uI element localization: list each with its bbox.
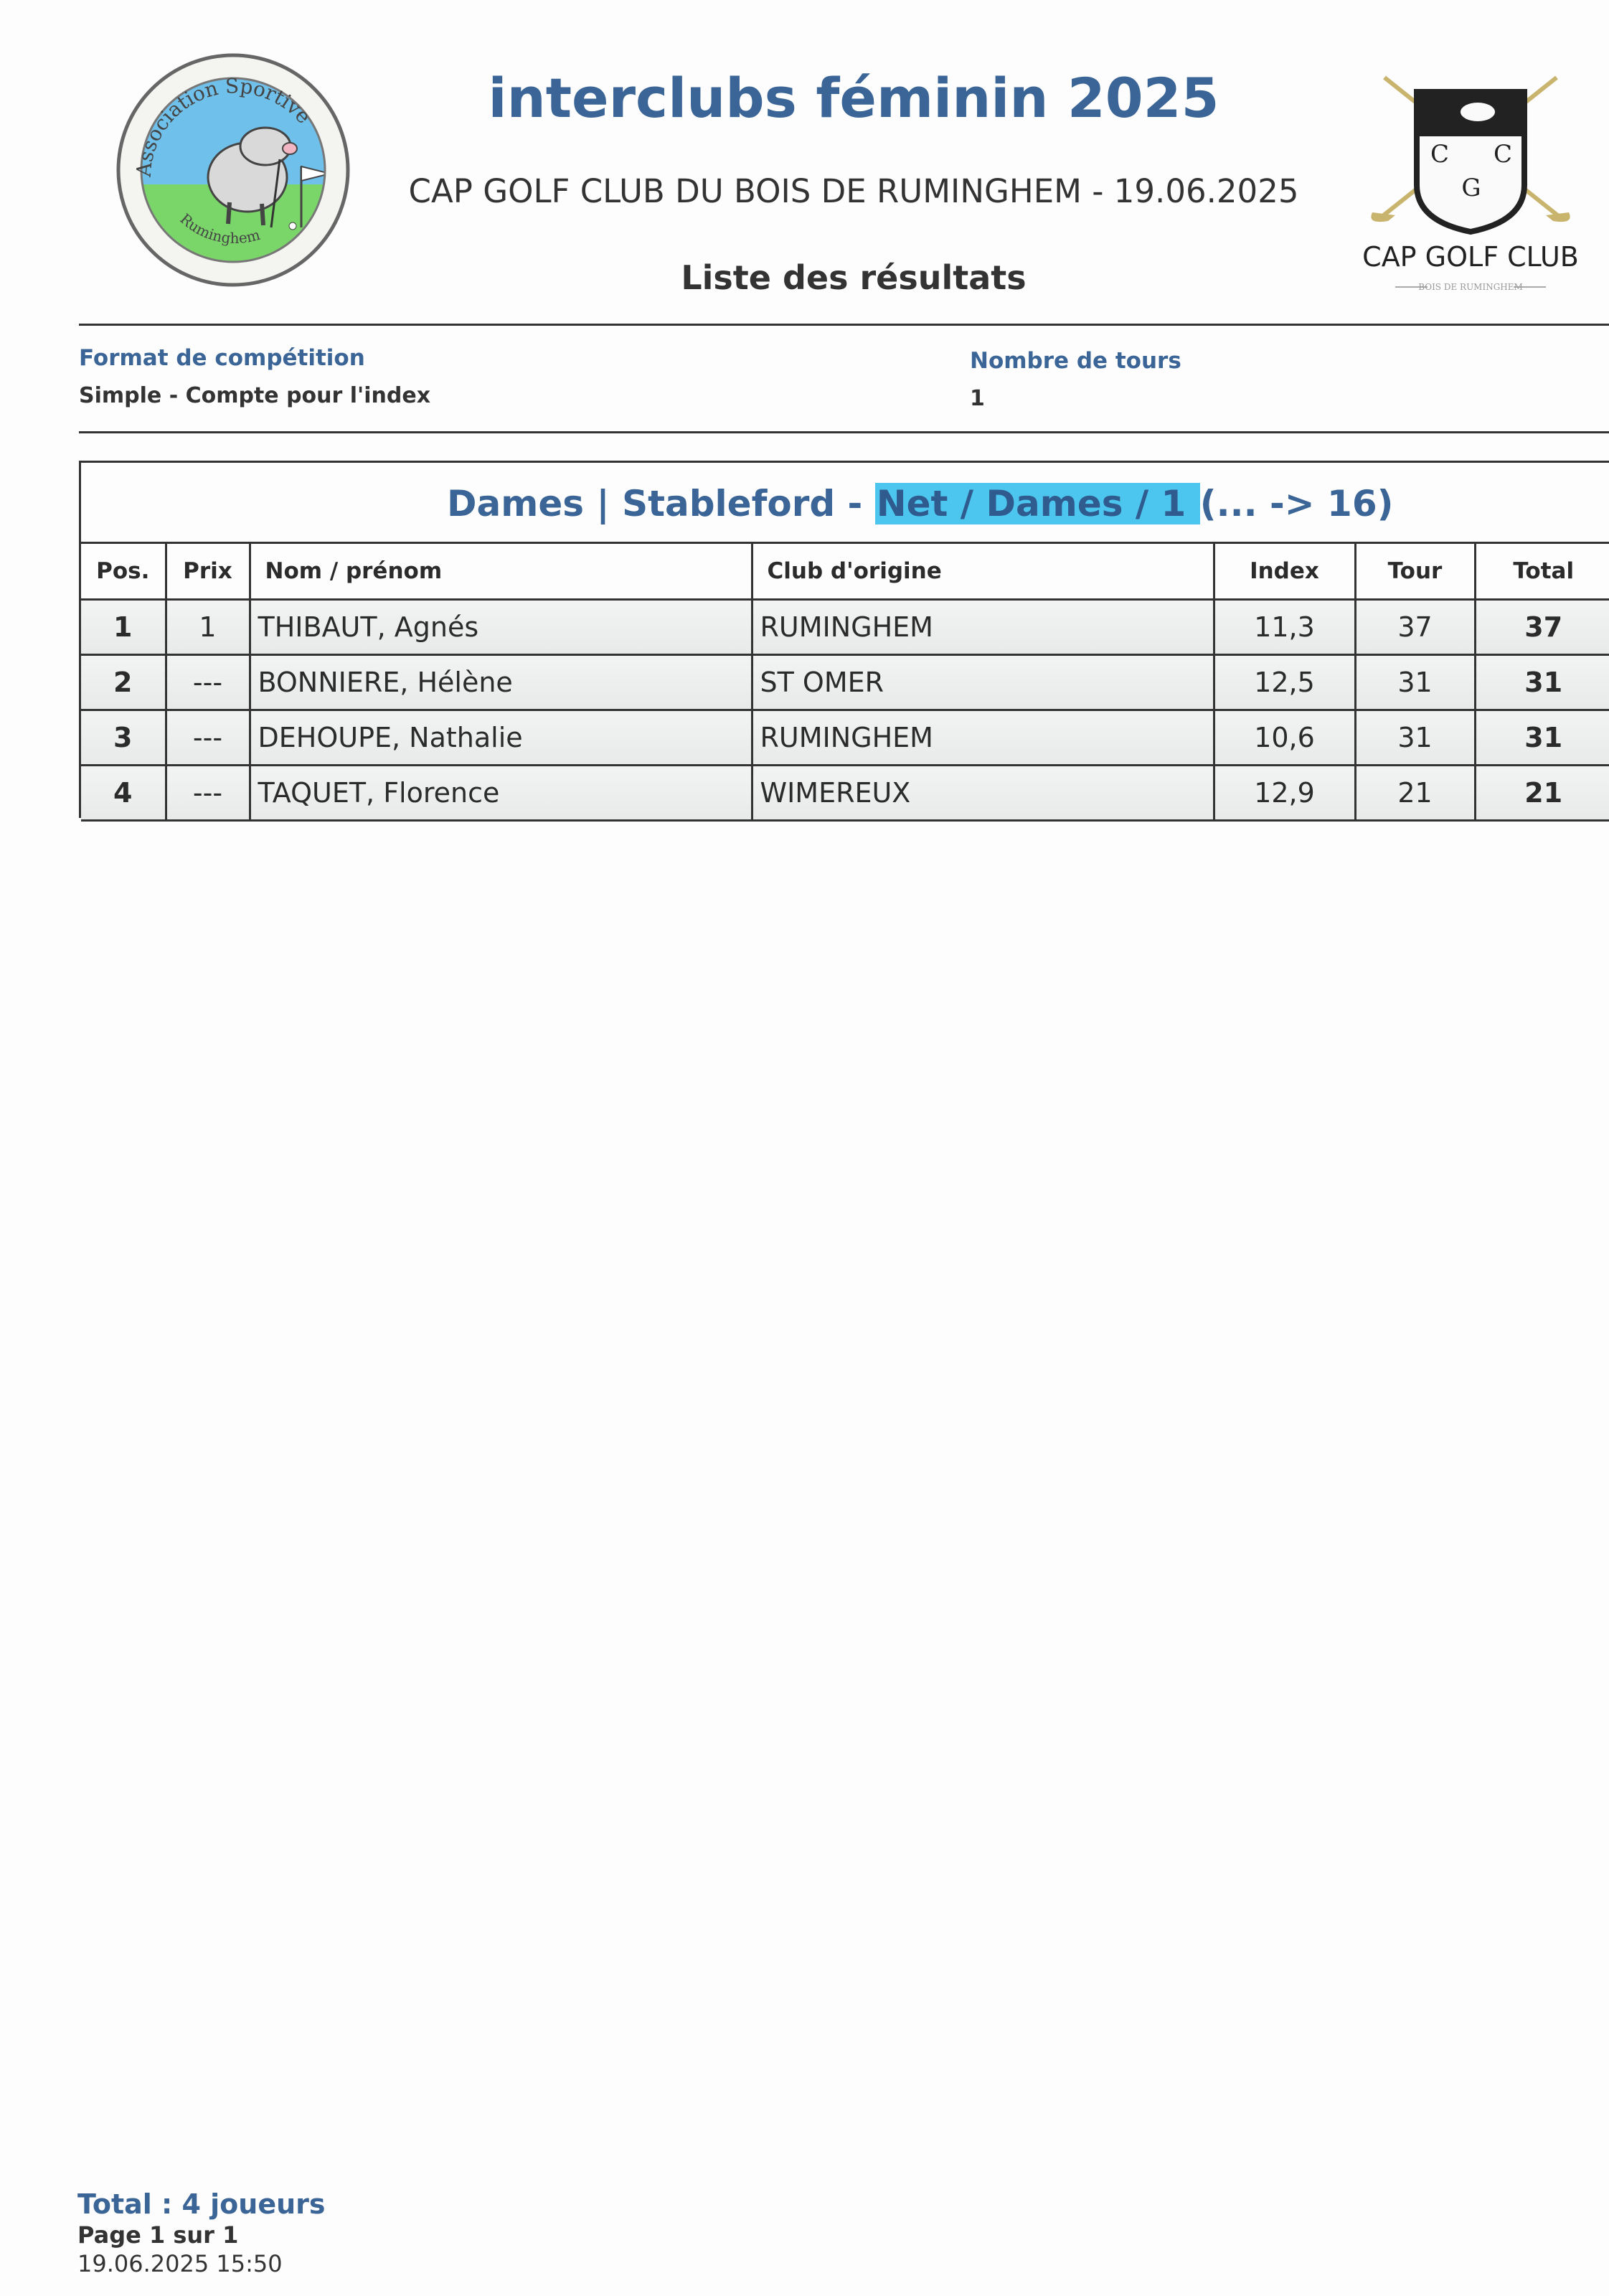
crest-letter-2: C: [1493, 140, 1513, 169]
format-value: Simple - Compte pour l'index: [79, 383, 431, 408]
cell-pos: 3: [81, 710, 166, 766]
crest-letter-1: C: [1430, 140, 1450, 169]
cell-club: RUMINGHEM: [752, 600, 1214, 655]
col-header-total: Total: [1475, 543, 1609, 600]
col-header-club: Club d'origine: [752, 543, 1214, 600]
cell-total: 31: [1475, 710, 1609, 766]
table-row: [81, 655, 1609, 710]
table-title-prefix: Dames | Stableford -: [447, 483, 875, 524]
header-row: [81, 543, 1609, 600]
tours-value: 1: [970, 386, 985, 411]
association-logo: [115, 52, 351, 288]
results-table: [79, 461, 1609, 818]
cell-index: 12,5: [1214, 655, 1355, 710]
page-title: interclubs féminin 2025: [488, 66, 1219, 130]
format-label: Format de compétition: [79, 345, 365, 371]
table-title-suffix: (... -> 16): [1199, 483, 1394, 524]
results-grid: [81, 542, 1609, 822]
table-row: [81, 600, 1609, 655]
cell-tour: 31: [1355, 655, 1475, 710]
col-header-name: Nom / prénom: [250, 543, 752, 600]
crest-name: CAP GOLF CLUB: [1362, 241, 1579, 273]
table-title: [81, 463, 1609, 544]
footer-page: Page 1 sur 1: [77, 2221, 239, 2249]
col-header-tour: Tour: [1355, 543, 1475, 600]
cell-name: DEHOUPE, Nathalie: [250, 710, 752, 766]
logo-arc-text: Association Sportive: [131, 74, 316, 178]
logo-bottom-text: Ruminghem: [176, 210, 263, 247]
cell-prix: 1: [166, 600, 250, 655]
cell-total: 31: [1475, 655, 1609, 710]
cell-total: 37: [1475, 600, 1609, 655]
table-row: [81, 766, 1609, 821]
col-header-index: Index: [1214, 543, 1355, 600]
cell-index: 11,3: [1214, 600, 1355, 655]
cell-total: 21: [1475, 766, 1609, 821]
col-header-prix: Prix: [166, 543, 250, 600]
cell-tour: 37: [1355, 600, 1475, 655]
cell-index: 12,9: [1214, 766, 1355, 821]
cell-name: BONNIERE, Hélène: [250, 655, 752, 710]
cell-index: 10,6: [1214, 710, 1355, 766]
cell-pos: 1: [81, 600, 166, 655]
list-title: Liste des résultats: [681, 258, 1027, 297]
crest-letter-3: G: [1461, 174, 1481, 202]
cell-tour: 31: [1355, 710, 1475, 766]
cell-pos: 4: [81, 766, 166, 821]
cell-pos: 2: [81, 655, 166, 710]
footer-total: Total : 4 joueurs: [77, 2188, 326, 2220]
cell-prix: ---: [166, 655, 250, 710]
cell-club: WIMEREUX: [752, 766, 1214, 821]
cell-prix: ---: [166, 766, 250, 821]
cap-golf-club-logo: [1352, 63, 1589, 300]
cell-club: ST OMER: [752, 655, 1214, 710]
divider-top: [79, 324, 1609, 326]
divider-bottom: [79, 431, 1609, 433]
crest-tagline: BOIS DE RUMINGHEM: [1418, 282, 1523, 292]
cell-tour: 21: [1355, 766, 1475, 821]
footer-datetime: 19.06.2025 15:50: [77, 2250, 283, 2277]
col-header-pos: Pos.: [81, 543, 166, 600]
table-row: [81, 710, 1609, 766]
page-subtitle: CAP GOLF CLUB DU BOIS DE RUMINGHEM - 19.06.2025: [408, 172, 1299, 210]
tours-label: Nombre de tours: [970, 348, 1181, 374]
cell-club: RUMINGHEM: [752, 710, 1214, 766]
cell-name: TAQUET, Florence: [250, 766, 752, 821]
cell-prix: ---: [166, 710, 250, 766]
table-title-highlight: Net / Dames / 1: [876, 483, 1199, 524]
cell-name: THIBAUT, Agnés: [250, 600, 752, 655]
